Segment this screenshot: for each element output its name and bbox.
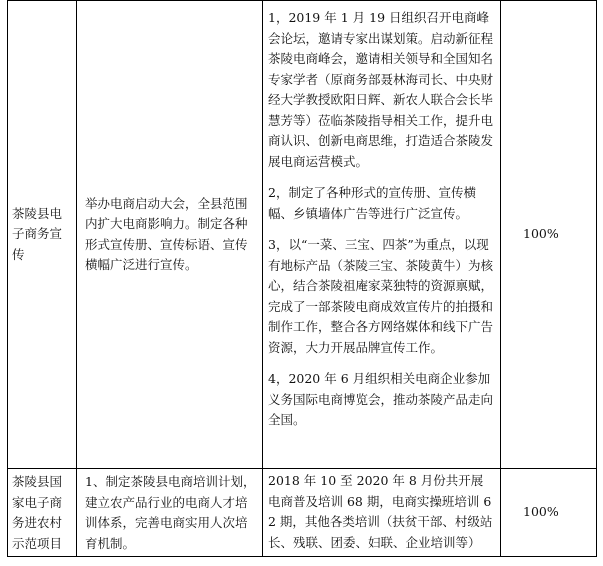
detail-paragraph: 2，制定了各种形式的宣传册、宣传横幅、乡镇墙体广告等进行广泛宣传。 bbox=[268, 185, 476, 221]
details-cell bbox=[263, 469, 501, 557]
completion-cell: 100% bbox=[501, 469, 597, 557]
project-name-cell: 茶陵县电子商务宣传 bbox=[8, 1, 77, 469]
detail-paragraph: 3，以“一菜、三宝、四茶”为重点，以现有地标产品（茶陵三宝、茶陵黄牛）为核心，结合茶陵祖庵家菜独特的资源禀赋，完成了一部茶陵电商成效宣传片的拍摄和制作工作，整合各方网络媒体和线下广告资源，大力开展品牌宣传工作。 bbox=[268, 237, 494, 355]
table-row bbox=[8, 1, 597, 469]
completion-cell: 100% bbox=[501, 1, 597, 469]
details-cell bbox=[263, 1, 501, 469]
measures-cell: 1、制定茶陵县电商培训计划，建立农产品行业的电商人才培训体系，完善电商实用人次培育机制。 bbox=[77, 469, 263, 557]
table-row bbox=[8, 469, 597, 557]
detail-paragraph: 2018 年 10 至 2020 年 8 月份共开展电商普及培训 68 期，电商实操班培训 62 期，其他各类培训（扶贫干部、村级站长、残联、团委、妇联、企业培训等） bbox=[268, 473, 493, 550]
detail-paragraph: 4，2020 年 6 月组织相关电商企业参加义务国际电商博览会，推动茶陵产品走向全国。 bbox=[268, 371, 494, 427]
work-table bbox=[7, 0, 597, 557]
measures-cell: 举办电商启动大会，全县范围内扩大电商影响力。制定各种形式宣传册、宣传标语、宣传横幅广泛进行宣传。 bbox=[77, 1, 263, 469]
project-name-cell: 茶陵县国家电子商务进农村示范项目 bbox=[8, 469, 77, 557]
detail-paragraph: 1，2019 年 1 月 19 日组织召开电商峰会论坛，邀请专家出谋划策。启动新征程茶陵电商峰会，邀请相关领导和全国知名专家学者（原商务部聂林海司长、中央财经大学教授欧阳日辉、新农人联合会长毕慧芳等）莅临茶陵指导相关工作，提升电商认识、创新电商思维，打造适合茶陵发展电商运营模式。 bbox=[268, 10, 494, 169]
